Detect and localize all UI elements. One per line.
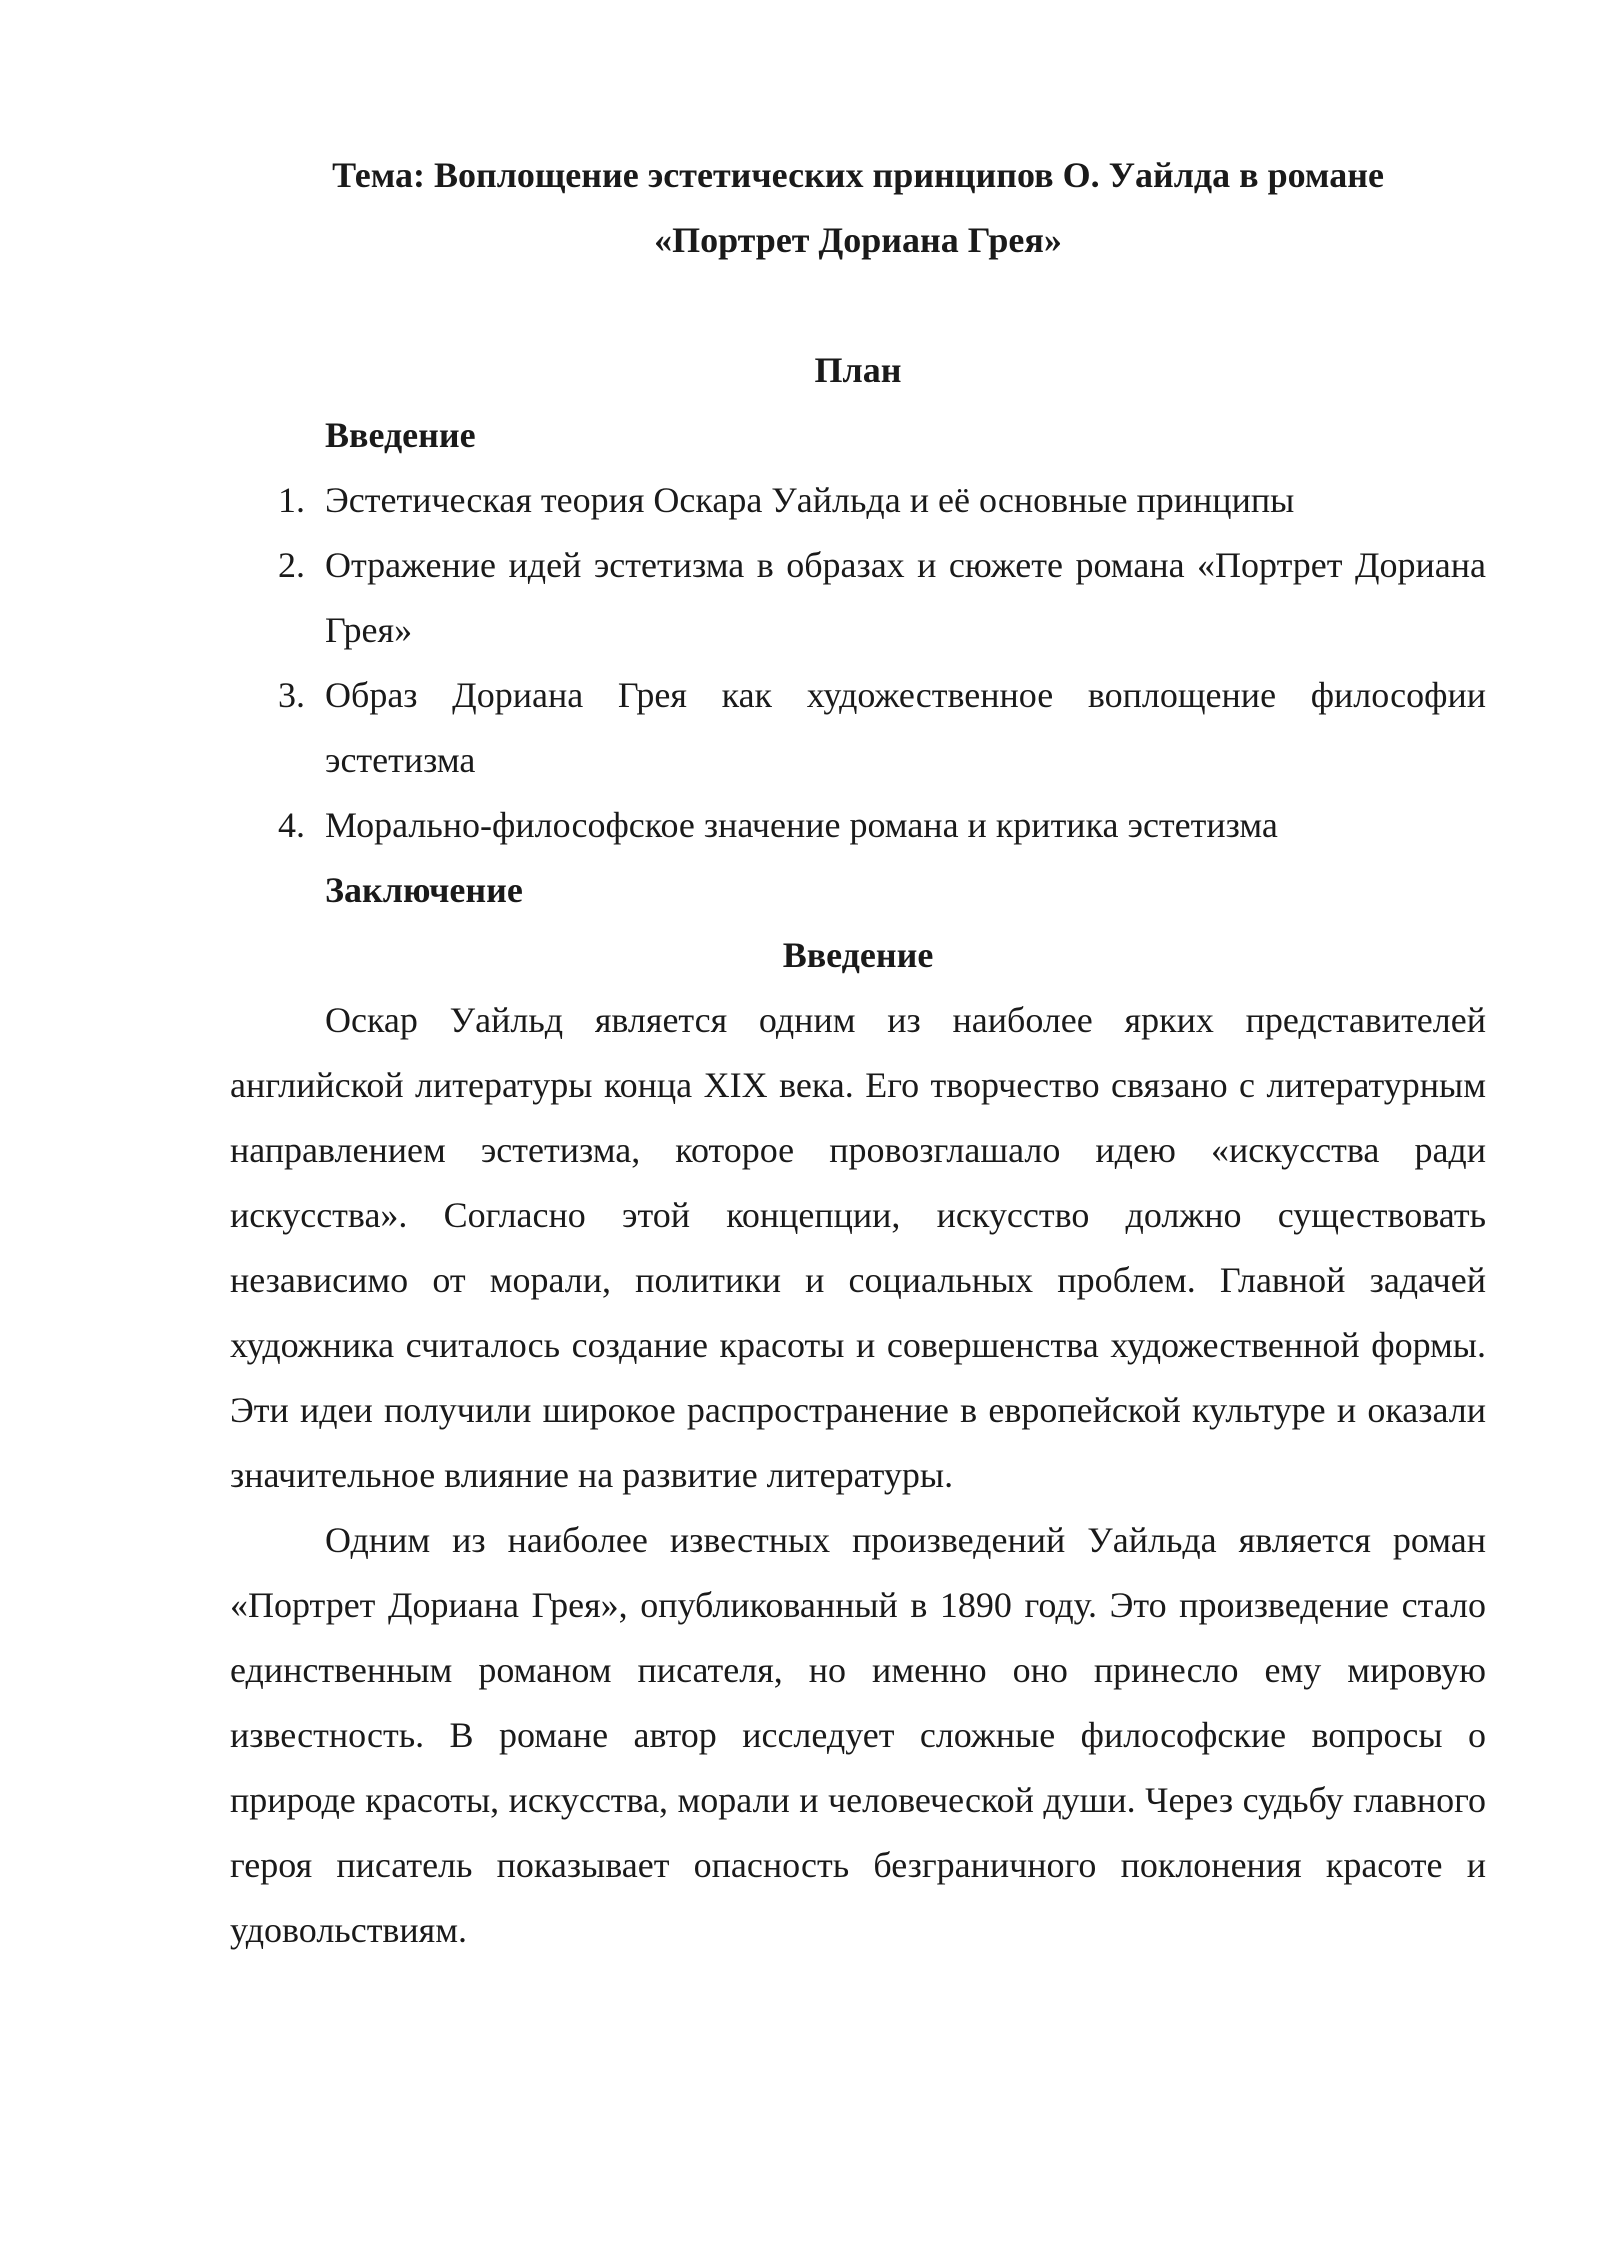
title-line-2: «Портрет Дориана Грея» <box>654 220 1062 260</box>
plan-list-item <box>270 468 1486 533</box>
plan-list <box>270 468 1486 858</box>
body-paragraph: Оскар Уайльд является одним из наиболее ярких представителей английской литературы конца XIX века. Его творчество связано с литературным направлением эстетизма, которое провозглашало идею «искусства ради искусства». Согласно этой концепции, искусство должно существовать независимо от морали, политики и социальных проблем. Главной задачей художника считалось создание красоты и совершенства художественной формы. Эти идеи получили широкое распространение в европейской культуре и оказали значительное влияние на развитие литературы. <box>230 1000 1486 1495</box>
body-text <box>230 988 1486 1963</box>
plan-conclusion-label: Заключение <box>325 870 523 910</box>
plan-list-item <box>270 793 1486 858</box>
plan-item-text: Отражение идей эстетизма в образах и сюжете романа «Портрет Дориана Грея» <box>325 545 1486 650</box>
plan-list-item <box>270 533 1486 663</box>
plan-intro-label: Введение <box>325 415 476 455</box>
plan-item-number: 2. <box>278 545 305 585</box>
plan-item-number: 3. <box>278 675 305 715</box>
document-title <box>230 143 1486 273</box>
plan-heading: План <box>814 350 902 390</box>
plan-list-item <box>270 663 1486 793</box>
section-heading-introduction: Введение <box>782 935 934 975</box>
title-line-1: Тема: Воплощение эстетических принципов О. Уайлда в романе <box>332 155 1384 195</box>
plan-item-text: Образ Дориана Грея как художественное воплощение философии эстетизма <box>325 675 1486 780</box>
plan-item-text: Эстетическая теория Оскара Уайльда и её основные принципы <box>325 480 1295 520</box>
plan-item-number: 4. <box>278 805 305 845</box>
plan-item-text: Морально-философское значение романа и критика эстетизма <box>325 805 1278 845</box>
body-paragraph: Одним из наиболее известных произведений Уайльда является роман «Портрет Дориана Грея», опубликованный в 1890 году. Это произведение стало единственным романом писателя, но именно оно принесло ему мировую известность. В романе автор исследует сложные философские вопросы о природе красоты, искусства, морали и человеческой души. Через судьбу главного героя писатель показывает опасность безграничного поклонения красоте и удовольствиям. <box>230 1520 1486 1950</box>
plan-item-number: 1. <box>278 480 305 520</box>
